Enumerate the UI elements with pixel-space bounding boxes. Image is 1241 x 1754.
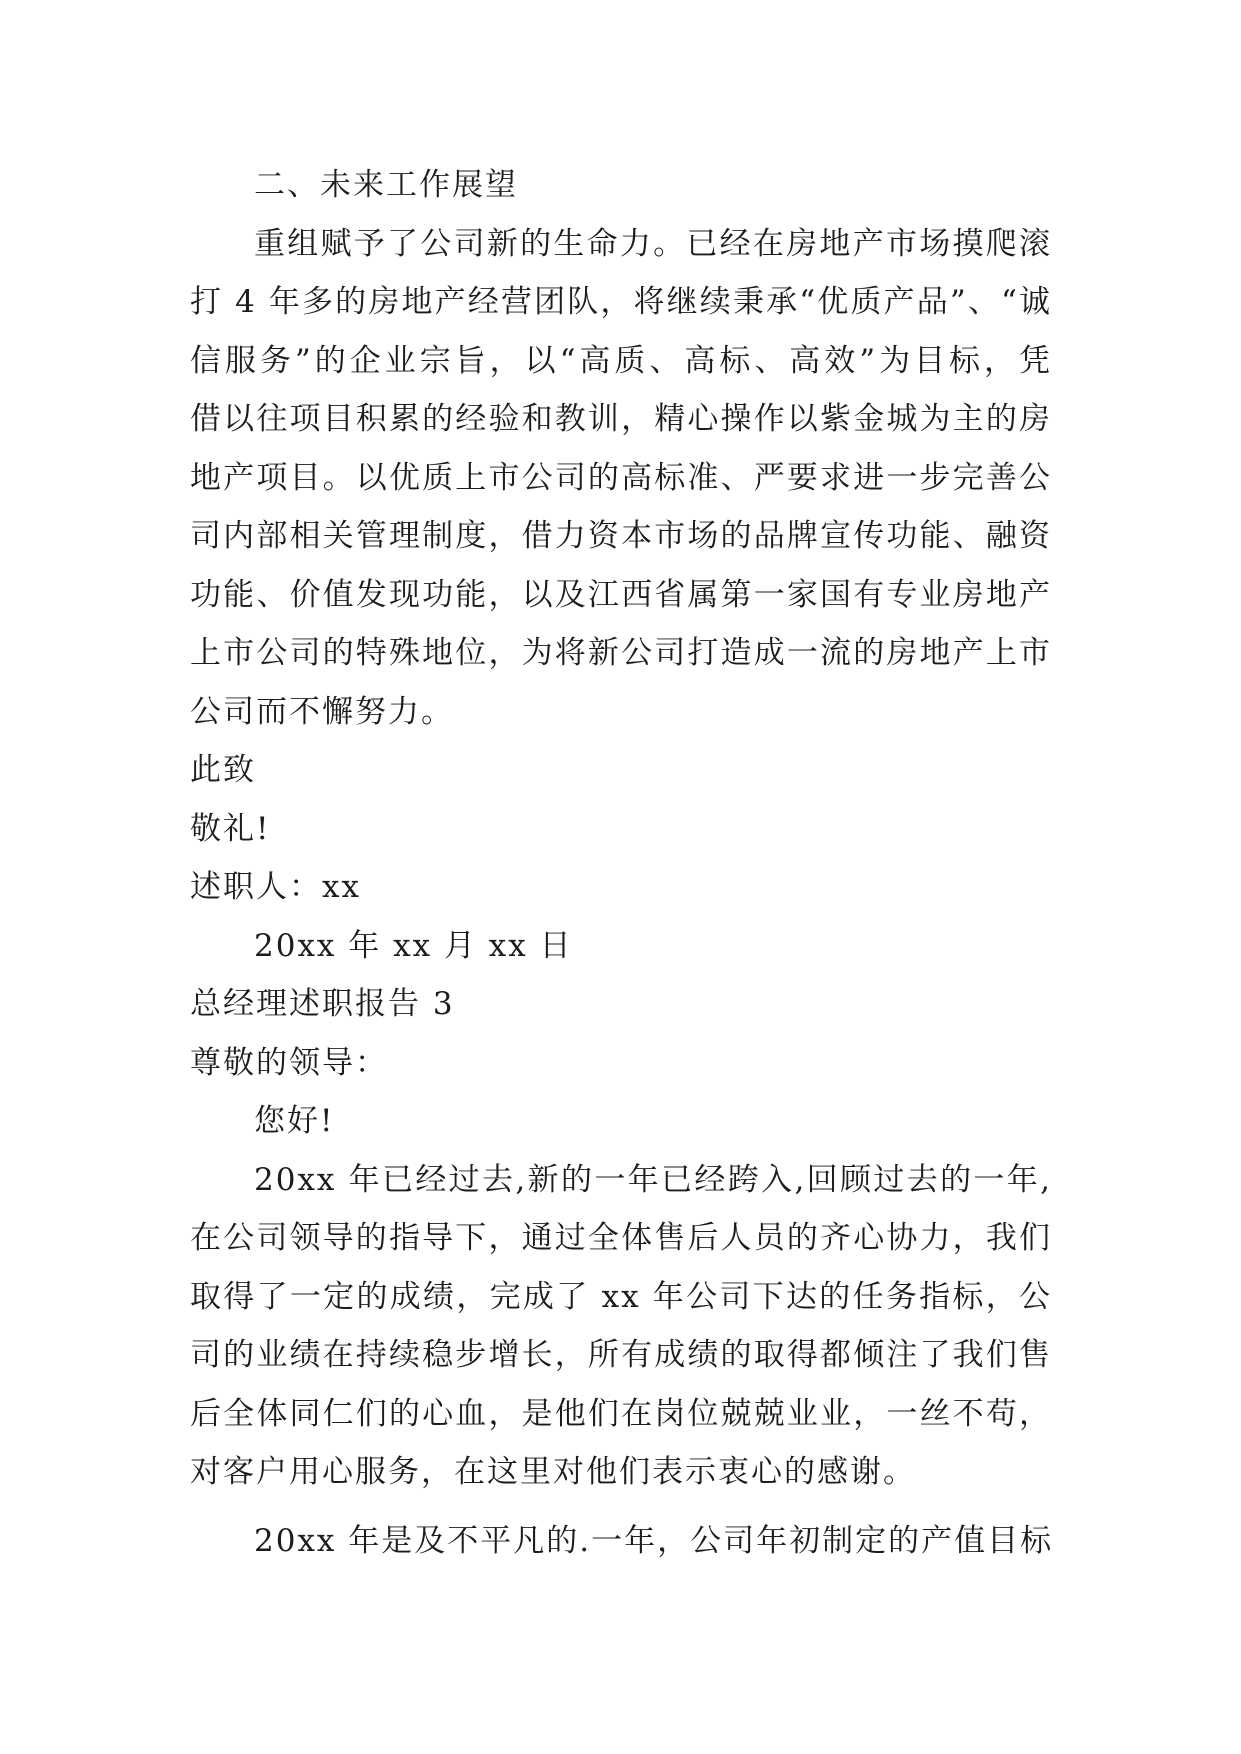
section-heading: 二、未来工作展望: [254, 167, 518, 203]
paragraph-line: 公司而不懈努力。: [190, 693, 454, 730]
paragraph-line: 功能、价值发现功能，以及江西省属第一家国有专业房地产: [190, 576, 1052, 613]
greeting-recipient: 尊敬的领导：: [190, 1044, 388, 1081]
signature-name: 述职人：xx: [190, 869, 361, 905]
closing-salutation: 此致: [190, 752, 256, 788]
paragraph-line: 重组赋予了公司新的生命力。已经在房地产市场摸爬滚: [254, 225, 1052, 262]
greeting-hello: 您好!: [254, 1103, 335, 1139]
paragraph-line: 在公司领导的指导下，通过全体售后人员的齐心协力，我们: [190, 1220, 1052, 1256]
closing-regards: 敬礼!: [190, 810, 271, 847]
paragraph-line: 信服务”的企业宗旨，以“高质、高标、高效”为目标，凭: [190, 342, 1052, 379]
paragraph-line: 上市公司的特殊地位，为将新公司打造成一流的房地产上市: [190, 635, 1052, 671]
paragraph-line: 地产项目。以优质上市公司的高标准、严要求进一步完善公: [190, 459, 1052, 496]
paragraph-line: 打 4 年多的房地产经营团队，将继续秉承“优质产品”、“诚: [190, 284, 1052, 320]
paragraph-line: 20xx 年已经过去,新的一年已经跨入,回顾过去的一年,: [254, 1161, 1052, 1198]
paragraph-line: 司的业绩在持续稳步增长，所有成绩的取得都倾注了我们售: [190, 1337, 1052, 1373]
signature-date: 20xx 年 xx 月 xx 日: [254, 927, 573, 964]
paragraph-line: 取得了一定的成绩，完成了 xx 年公司下达的任务指标，公: [190, 1278, 1052, 1315]
report-title: 总经理述职报告 3: [190, 986, 455, 1022]
paragraph-line: 后全体同仁们的心血，是他们在岗位兢兢业业，一丝不苟，: [190, 1395, 1052, 1432]
paragraph-line: 借以往项目积累的经验和教训，精心操作以紫金城为主的房: [190, 401, 1052, 437]
document-body: [190, 156, 1052, 1570]
paragraph-line: 司内部相关管理制度，借力资本市场的品牌宣传功能、融资: [190, 518, 1052, 554]
paragraph-line: 对客户用心服务，在这里对他们表示衷心的感谢。: [190, 1454, 916, 1490]
paragraph-line: 20xx 年是及不平凡的.一年，公司年初制定的产值目标: [254, 1522, 1054, 1559]
